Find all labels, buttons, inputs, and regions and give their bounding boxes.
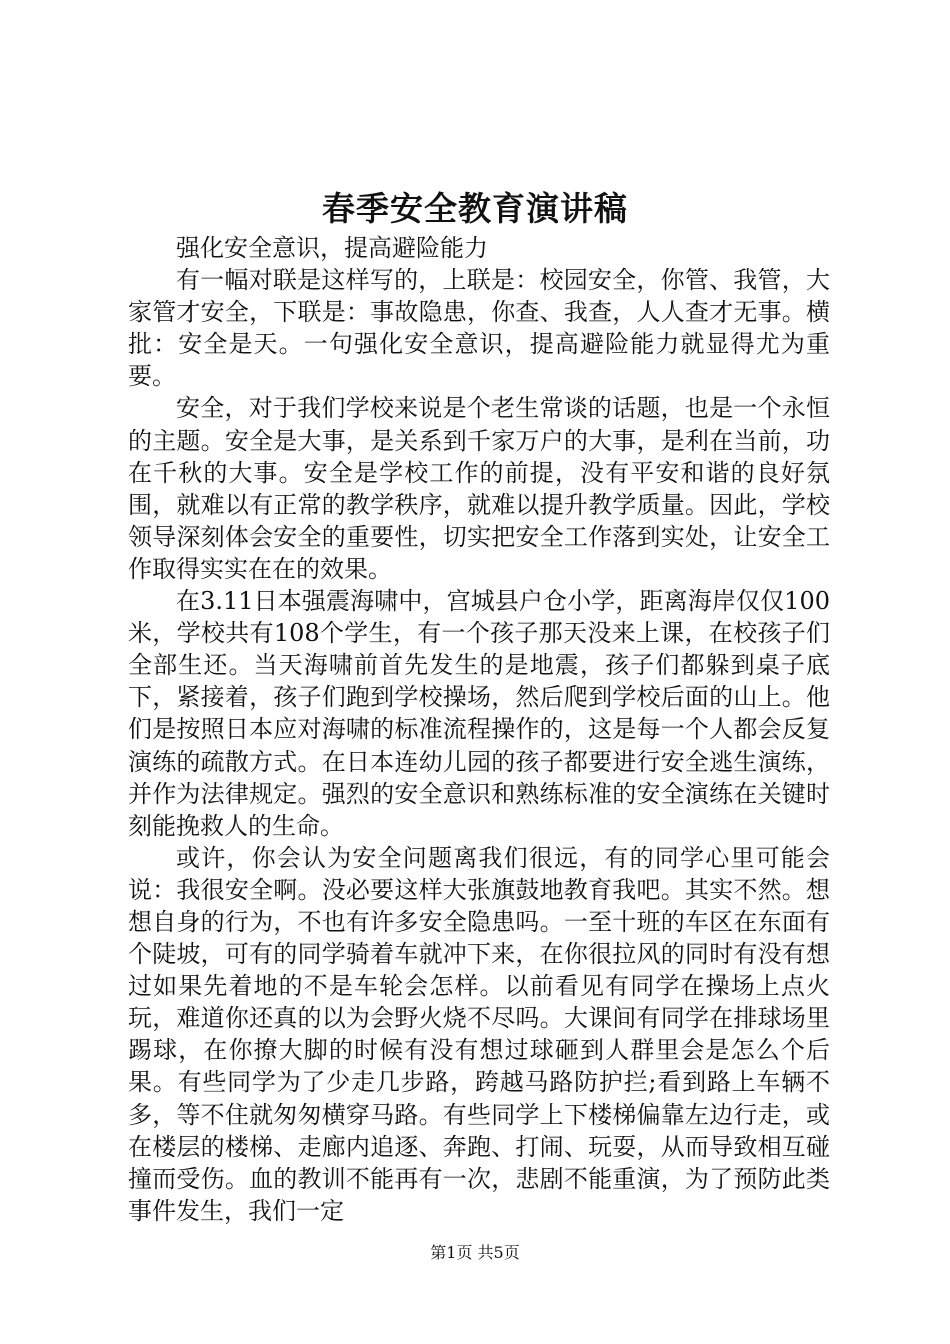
paragraph-safety-importance: 安全，对于我们学校来说是个老生常谈的话题，也是一个永恒的主题。安全是大事，是关系到千家万户的大事，是利在当前，功在千秋的大事。安全是学校工作的前提，没有平安和谐的良好氛围，就难以有正常的教学秩序，就难以提升教学质量。因此，学校领导深刻体会安全的重要性，切实把安全工作落到实处，让安全工作取得实实在在的效果。	[128, 394, 830, 583]
document-title: 春季安全教育演讲稿	[322, 189, 628, 228]
document-body	[128, 232, 830, 1227]
paragraph-japan-example: 在3.11日本强震海啸中，宫城县户仓小学，距离海岸仅仅100米，学校共有108个学生，有一个孩子那天没来上课，在校孩子们全部生还。当天海啸前首先发生的是地震，孩子们都躲到桌子底下，紧接着，孩子们跑到学校操场，然后爬到学校后面的山上。他们是按照日本应对海啸的标准流程操作的，这是每一个人都会反复演练的疏散方式。在日本连幼儿园的孩子都要进行安全逃生演练，并作为法律规定。强烈的安全意识和熟练标准的安全演练在关键时刻能挽救人的生命。	[128, 587, 830, 840]
paragraph-subtitle: 强化安全意识，提高避险能力	[176, 234, 488, 262]
paragraph-campus-hazards: 或许，你会认为安全问题离我们很远，有的同学心里可能会说：我很安全啊。没必要这样大张旗鼓地教育我吧。其实不然。想想自身的行为，不也有许多安全隐患吗。一至十班的车区在东面有个陡坡，可有的同学骑着车就冲下来，在你很拉风的同时有没有想过如果先着地的不是车轮会怎样。以前看见有同学在操场上点火玩，难道你还真的以为会野火烧不尽吗。大课间有同学在排球场里踢球，在你撩大脚的时候有没有想过球砸到人群里会是怎么个后果。有些同学为了少走几步路，跨越马路防护拦;看到路上车辆不多，等不住就匆匆横穿马路。有些同学上下楼梯偏靠左边行走，或在楼层的楼梯、走廊内追逐、奔跑、打闹、玩耍，从而导致相互碰撞而受伤。血的教训不能再有一次，悲剧不能重演，为了预防此类事件发生，我们一定	[128, 843, 830, 1225]
paragraph-couplet: 有一幅对联是这样写的，上联是：校园安全，你管、我管，大家管才安全，下联是：事故隐患，你查、我查，人人查才无事。横批：安全是天。一句强化安全意识，提高避险能力就显得尤为重要。	[128, 266, 830, 391]
page-number-footer: 第1页 共5页	[430, 1243, 520, 1262]
